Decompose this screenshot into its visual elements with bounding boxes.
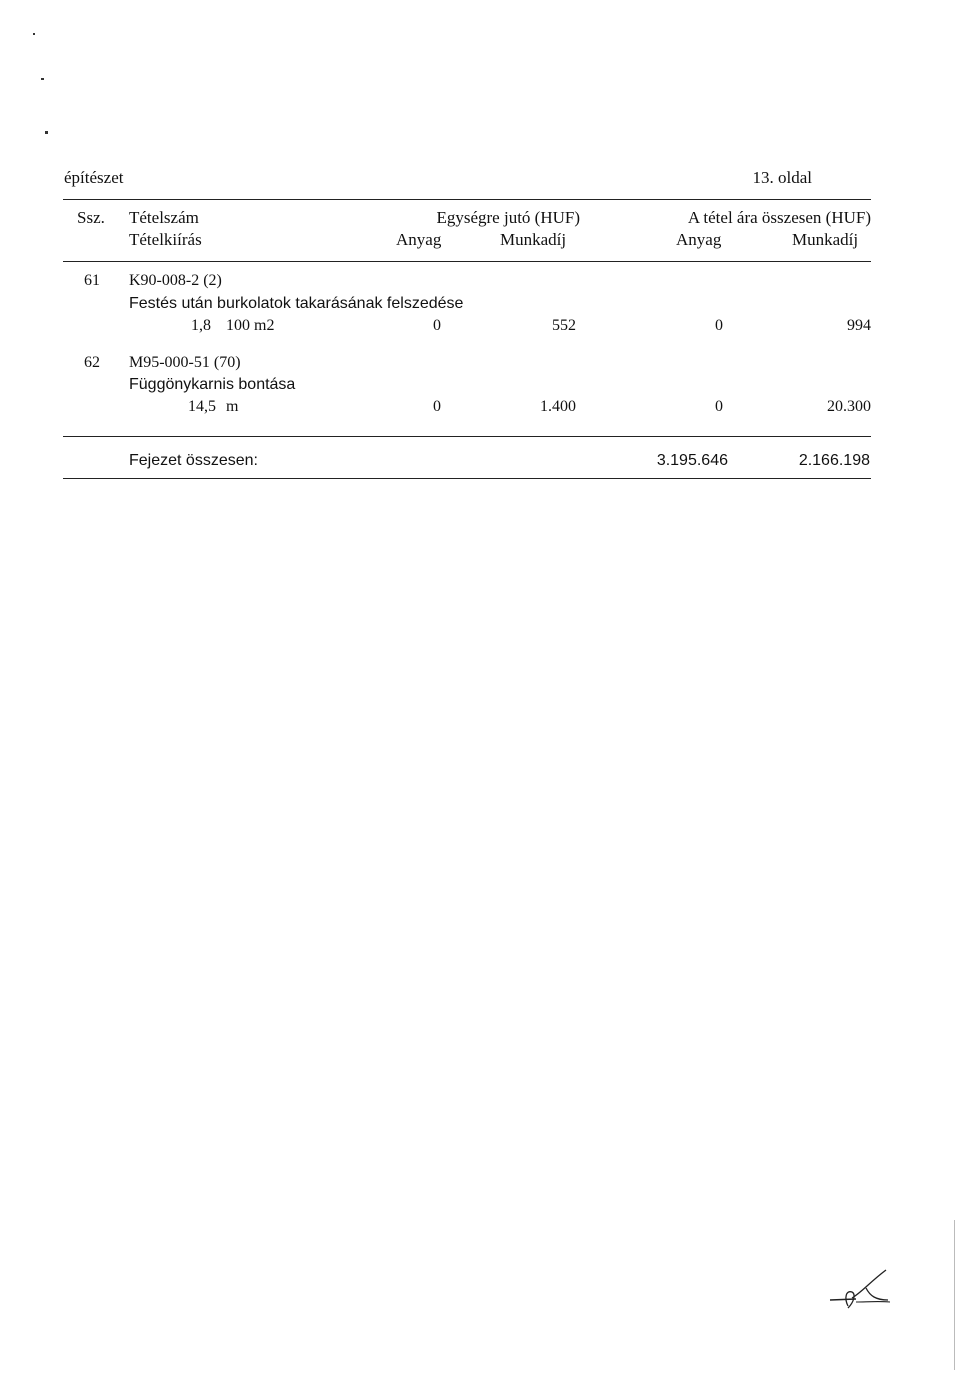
item-total-labor: 994 [847, 317, 871, 334]
item-description: Függönykarnis bontása [129, 376, 296, 393]
item-unit-material: 0 [433, 317, 441, 334]
header-rule [63, 199, 871, 200]
item-unit: m [226, 398, 239, 415]
item-total-material: 0 [715, 317, 723, 334]
column-unit-material: Anyag [396, 230, 442, 249]
section-title: építészet [64, 168, 124, 187]
summary-label: Fejezet összesen: [129, 452, 258, 469]
scan-speck [45, 131, 48, 134]
item-unit: 100 m2 [226, 317, 275, 334]
item-unit-material: 0 [433, 398, 441, 415]
item-quantity: 1,8 [191, 317, 211, 334]
scan-edge [954, 1220, 955, 1370]
item-description: Festés után burkolatok takarásának felszedése [129, 295, 464, 312]
signature-icon [826, 1268, 896, 1318]
column-header-rule [63, 261, 871, 262]
item-unit-labor: 1.400 [540, 398, 576, 415]
scan-speck [41, 78, 44, 80]
column-unit-price-group: Egységre jutó (HUF) [436, 208, 580, 227]
summary-bottom-rule [63, 478, 871, 479]
summary-top-rule [63, 436, 871, 437]
item-code: K90-008-2 (2) [129, 272, 222, 289]
summary-total-labor: 2.166.198 [798, 452, 870, 469]
item-total-material: 0 [715, 398, 723, 415]
scan-speck [33, 33, 35, 35]
item-ssz: 61 [84, 272, 100, 289]
column-total-material: Anyag [676, 230, 722, 249]
item-quantity: 14,5 [188, 398, 216, 415]
column-total-labor: Munkadíj [792, 230, 859, 249]
page-number: 13. oldal [752, 168, 812, 187]
column-item-number: Tételszám [129, 208, 199, 227]
column-total-price-group: A tétel ára összesen (HUF) [687, 208, 871, 227]
item-total-labor: 20.300 [827, 398, 871, 415]
column-ssz: Ssz. [77, 208, 105, 227]
item-unit-labor: 552 [552, 317, 576, 334]
column-unit-labor: Munkadíj [500, 230, 567, 249]
column-item-description: Tételkiírás [129, 230, 202, 249]
item-ssz: 62 [84, 354, 100, 371]
item-code: M95-000-51 (70) [129, 354, 241, 371]
summary-total-material: 3.195.646 [656, 452, 728, 469]
